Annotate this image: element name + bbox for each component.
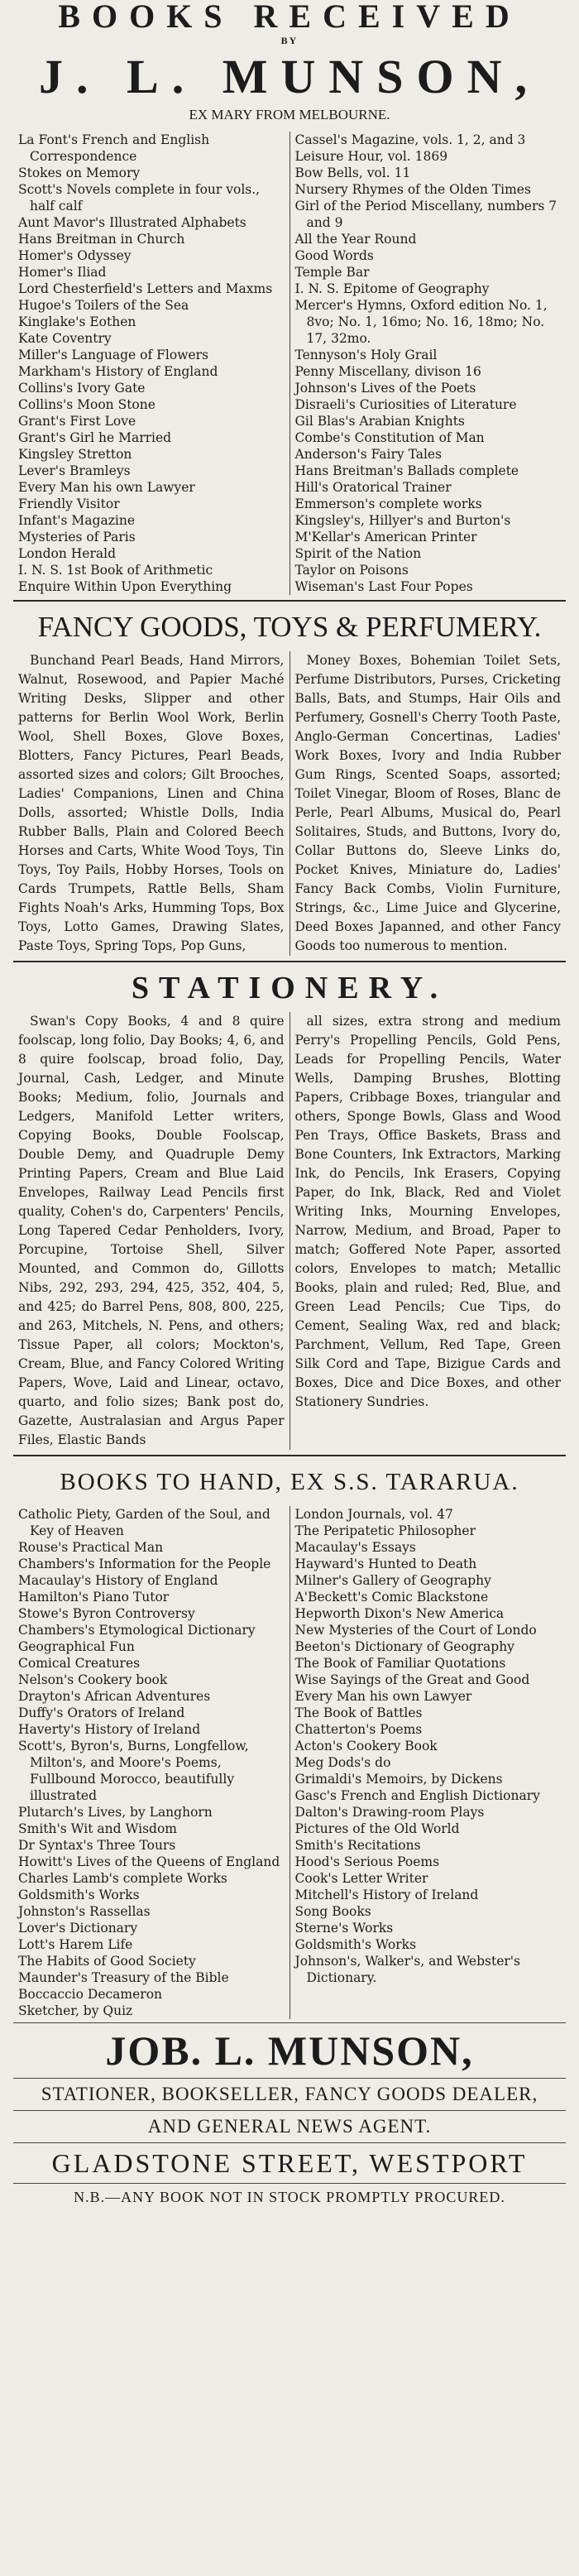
books-received-right-list [295, 132, 562, 595]
books-received-left-list [18, 132, 285, 595]
fancy-goods-left-col [13, 651, 290, 956]
list-item: Tennyson's Holy Grail [294, 348, 438, 362]
list-item: Hood's Serious Poems [294, 1854, 440, 1869]
list-item: A'Beckett's Comic Blackstone [294, 1590, 489, 1605]
header-by: BY [280, 35, 299, 46]
list-item: M'Kellar's American Printer [294, 530, 477, 544]
list-item: Beeton's Dictionary of Geography [294, 1639, 514, 1654]
list-item: Lover's Dictionary [18, 1921, 138, 1936]
list-item: Aunt Mavor's Illustrated Alphabets [18, 215, 246, 230]
list-item: Penny Miscellany, divison 16 [294, 364, 481, 379]
list-item: Smith's Recitations [294, 1838, 421, 1853]
stationery-right-col [290, 1012, 567, 1450]
list-item: Miller's Language of Flowers [18, 348, 208, 362]
list-item: Dalton's Drawing-room Plays [294, 1805, 485, 1820]
divider [13, 961, 566, 962]
divider [13, 2110, 566, 2111]
list-item: Every Man his own Lawyer [294, 1689, 472, 1704]
fancy-goods-columns [13, 651, 566, 956]
list-item: London Herald [18, 546, 116, 561]
footer-note: N.B.—ANY BOOK NOT IN STOCK PROMPTLY PROCURED. [74, 2189, 505, 2205]
list-item: Smith's Wit and Wisdom [18, 1821, 177, 1836]
header-title: BOOKS RECEIVED [58, 0, 521, 35]
list-item: Grant's First Love [18, 414, 136, 429]
list-item: Hans Breitman's Ballads complete [294, 463, 519, 478]
books-to-hand-right-list [295, 1506, 562, 1986]
list-item: Combe's Constitution of Man [294, 430, 485, 445]
divider [13, 600, 566, 602]
divider [13, 1455, 566, 1456]
books-to-hand-title: BOOKS TO HAND, EX S.S. TARARUA. [60, 1469, 519, 1495]
list-item: Collins's Moon Stone [18, 397, 156, 412]
footer-name: JOB. L. MUNSON, [105, 2027, 474, 2074]
list-item: Leisure Hour, vol. 1869 [294, 149, 448, 164]
list-item: Gasc's French and English Dictionary [294, 1788, 540, 1803]
list-item: Drayton's African Adventures [18, 1689, 211, 1704]
list-item: Anderson's Fairy Tales [294, 447, 443, 462]
list-item: Grimaldi's Memoirs, by Dickens [294, 1772, 503, 1787]
divider [13, 2022, 566, 2023]
list-item: Kingsley Stretton [18, 447, 132, 462]
list-item: Nursery Rhymes of the Olden Times [294, 182, 531, 197]
list-item: Hamilton's Piano Tutor [18, 1590, 170, 1605]
list-item: Acton's Cookery Book [294, 1739, 438, 1753]
list-item: Mercer's Hymns, Oxford edition No. 1, 8vo; No. 1, 16mo; No. 16, 18mo; No. 17, 32mo. [294, 298, 548, 346]
list-item: Johnson's Lives of the Poets [294, 381, 476, 396]
divider [13, 2183, 566, 2184]
list-item: The Habits of Good Society [18, 1954, 196, 1969]
list-item: Emmerson's complete works [294, 496, 482, 511]
books-received-left [13, 132, 290, 595]
list-item: Mitchell's History of Ireland [294, 1888, 479, 1902]
books-to-hand-left-list [18, 1506, 285, 2019]
list-item: Goldsmith's Works [18, 1888, 140, 1902]
fancy-goods-left-text: Bunchand Pearl Beads, Hand Mirrors, Walnut, Rosewood, and Papier Maché Writing Desks, Slipper and other patterns for Berlin Wool Work, Berlin Wool, Shell Boxes, Glove Boxes, Blotters, Fancy Pictures, Pearl Beads, assorted sizes and colors; Gilt Brooches, Ladies' Companions, Linen and China Dolls, assorted; Whistle Dolls, India Rubber Balls, Plain and Colored Beech Horses and Carts, White Wood Toys, Tin Toys, Toy Pails, Hobby Horses, Tools on Cards Trumpets, Rattle Bells, Sham Fights Noah's Arks, Humming Tops, Box Toys, Lotto Games, Drawing Slates, Paste Toys, Spring Tops, Pop Guns, [18, 653, 285, 953]
list-item: Haverty's History of Ireland [18, 1722, 201, 1737]
list-item: Chatterton's Poems [294, 1722, 423, 1737]
list-item: Scott's Novels complete in four vols., half calf [18, 182, 261, 213]
list-item: Macaulay's History of England [18, 1573, 218, 1588]
list-item: Homer's Iliad [18, 265, 107, 280]
list-item: Grant's Girl he Married [18, 430, 172, 445]
footer-agent: AND GENERAL NEWS AGENT. [147, 2116, 432, 2137]
header-name: J. L. MUNSON, [39, 50, 540, 103]
list-item: Disraeli's Curiosities of Literature [294, 397, 517, 412]
list-item: The Peripatetic Philosopher [294, 1523, 476, 1538]
list-item: Duffy's Orators of Ireland [18, 1705, 185, 1720]
list-item: Maunder's Treasury of the Bible [18, 1970, 229, 1985]
list-item: Sketcher, by Quiz [18, 2003, 133, 2018]
stationery-title: STATIONERY. [131, 971, 448, 1005]
list-item: Howitt's Lives of the Queens of England [18, 1854, 280, 1869]
list-item: Lever's Bramleys [18, 463, 131, 478]
list-item: I. N. S. 1st Book of Arithmetic [18, 563, 213, 578]
footer-address: GLADSTONE STREET, WESTPORT [51, 2148, 528, 2178]
list-item: Sterne's Works [294, 1921, 394, 1936]
list-item: Bow Bells, vol. 11 [294, 165, 411, 180]
list-item: Geographical Fun [18, 1639, 135, 1654]
list-item: All the Year Round [294, 232, 417, 247]
fancy-goods-right-col [290, 651, 567, 956]
list-item: I. N. S. Epitome of Geography [294, 281, 490, 296]
list-item: Infant's Magazine [18, 513, 135, 528]
list-item: Plutarch's Lives, by Langhorn [18, 1805, 213, 1820]
list-item: The Book of Familiar Quotations [294, 1656, 506, 1671]
list-item: Kate Coventry [18, 331, 112, 346]
list-item: The Book of Battles [294, 1705, 423, 1720]
list-item: Hepworth Dixon's New America [294, 1606, 505, 1621]
list-item: Chambers's Information for the People [18, 1557, 271, 1571]
list-item: Kinglake's Eothen [18, 314, 136, 329]
divider [13, 2142, 566, 2143]
list-item: Macaulay's Essays [294, 1540, 416, 1555]
list-item: Homer's Odyssey [18, 248, 132, 263]
list-item: Hayward's Hunted to Death [294, 1557, 477, 1571]
list-item: Milner's Gallery of Geography [294, 1573, 491, 1588]
list-item: Gil Blas's Arabian Knights [294, 414, 465, 429]
list-item: Goldsmith's Works [294, 1937, 417, 1952]
list-item: Friendly Visitor [18, 496, 120, 511]
fancy-goods-title: FANCY GOODS, TOYS & PERFUMERY. [37, 611, 542, 643]
books-received-columns [13, 132, 566, 595]
list-item: Scott's, Byron's, Burns, Longfellow, Milton's, and Moore's Poems, Fullbound Morocco, beautifully illustrated [18, 1739, 249, 1803]
list-item: Rouse's Practical Man [18, 1540, 164, 1555]
list-item: Johnson's, Walker's, and Webster's Dictionary. [294, 1954, 520, 1985]
books-to-hand-right [290, 1506, 567, 2019]
list-item: Lord Chesterfield's Letters and Maxms [18, 281, 273, 296]
list-item: Stowe's Byron Controversy [18, 1606, 195, 1621]
list-item: La Font's French and English Correspondence [18, 132, 210, 164]
list-item: New Mysteries of the Court of Londo [294, 1623, 537, 1638]
stationery-left-col [13, 1012, 290, 1450]
books-to-hand-left [13, 1506, 290, 2019]
list-item: Girl of the Period Miscellany, numbers 7 and 9 [294, 199, 557, 230]
list-item: Hill's Oratorical Trainer [294, 480, 452, 495]
list-item: Mysteries of Paris [18, 530, 136, 544]
header-subtitle: EX MARY FROM MELBOURNE. [189, 107, 390, 122]
fancy-goods-right-text: Money Boxes, Bohemian Toilet Sets, Perfume Distributors, Purses, Cricketing Balls, Bats, and Stumps, Hair Oils and Perfumery, Gosnell's Cherry Tooth Paste, Anglo-German Concertinas, Ladies' Work Boxes, Ivory and India Rubber Gum Rings, Scented Soaps, assorted; Toilet Vinegar, Bloom of Roses, Blanc de Perle, Pearl Albums, Musical do, Pearl Solitaires, Studs, and Buttons, Ivory do, Collar Buttons do, Sleeve Links do, Pocket Knives, Miniature do, Ladies' Fancy Back Combs, Violin Furniture, Strings, &c., Lime Juice and Glycerine, Deed Boxes Japanned, and other Fancy Goods too numerous to mention. [294, 653, 561, 953]
divider [13, 2078, 566, 2079]
list-item: Cook's Letter Writer [294, 1871, 428, 1886]
list-item: Every Man his own Lawyer [18, 480, 195, 495]
list-item: Chambers's Etymological Dictionary [18, 1623, 256, 1638]
list-item: Stokes on Memory [18, 165, 141, 180]
list-item: Comical Creatures [18, 1656, 141, 1671]
footer-trade: STATIONER, BOOKSELLER, FANCY GOODS DEALER, [41, 2084, 538, 2104]
stationery-columns [13, 1012, 566, 1450]
list-item: Wiseman's Last Four Popes [294, 579, 473, 594]
list-item: Song Books [294, 1904, 371, 1919]
list-item: Collins's Ivory Gate [18, 381, 146, 396]
list-item: Spirit of the Nation [294, 546, 422, 561]
list-item: Catholic Piety, Garden of the Soul, and Key of Heaven [18, 1507, 270, 1538]
list-item: Dr Syntax's Three Tours [18, 1838, 176, 1853]
list-item: Lott's Harem Life [18, 1937, 133, 1952]
list-item: Pictures of the Old World [294, 1821, 460, 1836]
list-item: Kingsley's, Hillyer's and Burton's [294, 513, 511, 528]
books-received-right [290, 132, 567, 595]
list-item: Markham's History of England [18, 364, 218, 379]
list-item: London Journals, vol. 47 [294, 1507, 453, 1522]
list-item: Enquire Within Upon Everything [18, 579, 232, 594]
list-item: Johnston's Rassellas [18, 1904, 151, 1919]
list-item: Good Words [294, 248, 374, 263]
list-item: Wise Sayings of the Great and Good [294, 1672, 530, 1687]
list-item: Charles Lamb's complete Works [18, 1871, 227, 1886]
list-item: Taylor on Poisons [294, 563, 409, 578]
list-item: Hugoe's Toilers of the Sea [18, 298, 189, 313]
list-item: Boccaccio Decameron [18, 1987, 163, 2002]
list-item: Hans Breitman in Church [18, 232, 185, 247]
list-item: Meg Dods's do [294, 1755, 391, 1770]
stationery-right-text: all sizes, extra strong and medium Perry's Propelling Pencils, Gold Pens, Leads for Propelling Pencils, Water Wells, Damping Brushes, Blotting Papers, Cribbage Boxes, triangular and others, Sponge Bowls, Glass and Wood Pen Trays, Office Baskets, Brass and Bone Counters, Ink Extractors, Marking Ink, do Pencils, Ink Erasers, Copying Paper, do Ink, Black, Red and Violet Writing Inks, Mourning Envelopes, Narrow, Medium, and Broad, Paper to match; Goffered Note Paper, assorted colors, Envelopes to match; Metallic Books, plain and ruled; Red, Blue, and Green Lead Pencils; Cue Tips, do Cement, Sealing Wax, red and black; Parchment, Vellum, Red Tape, Green Silk Cord and Tape, Bizigue Cards and Boxes, Dice and Dice Boxes, and other Stationery Sundries. [294, 1014, 561, 1409]
list-item: Cassel's Magazine, vols. 1, 2, and 3 [294, 132, 526, 147]
books-to-hand-columns [13, 1506, 566, 2019]
list-item: Nelson's Cookery book [18, 1672, 168, 1687]
list-item: Temple Bar [294, 265, 370, 280]
stationery-left-text: Swan's Copy Books, 4 and 8 quire foolscap, long folio, Day Books; 4, 6, and 8 quire foolscap, broad folio, Day, Journal, Cash, Ledger, and Minute Books; Medium, folio, Journals and Ledgers, Manifold Letter writers, Copying Books, Double Foolscap, Double Demy, and Quadruple Demy Printing Papers, Cream and Blue Laid Envelopes, Railway Lead Pencils first quality, Cohen's do, Carpenters' Pencils, Long Tapered Cedar Penholders, Ivory, Porcupine, Tortoise Shell, Silver Mounted, and Common do, Gillotts Nibs, 292, 293, 294, 425, 352, 404, 5, and 425; do Barrel Pens, 808, 800, 225, and 263, Mitchels, N. Pens, and others; Tissue Paper, all colors; Mockton's, Cream, Blue, and Fancy Colored Writing Papers, Wove, Laid and Linear, octavo, quarto, and folio sizes; Bank post do, Gazette, Australasian and Argus Paper Files, Elastic Bands [18, 1014, 285, 1447]
